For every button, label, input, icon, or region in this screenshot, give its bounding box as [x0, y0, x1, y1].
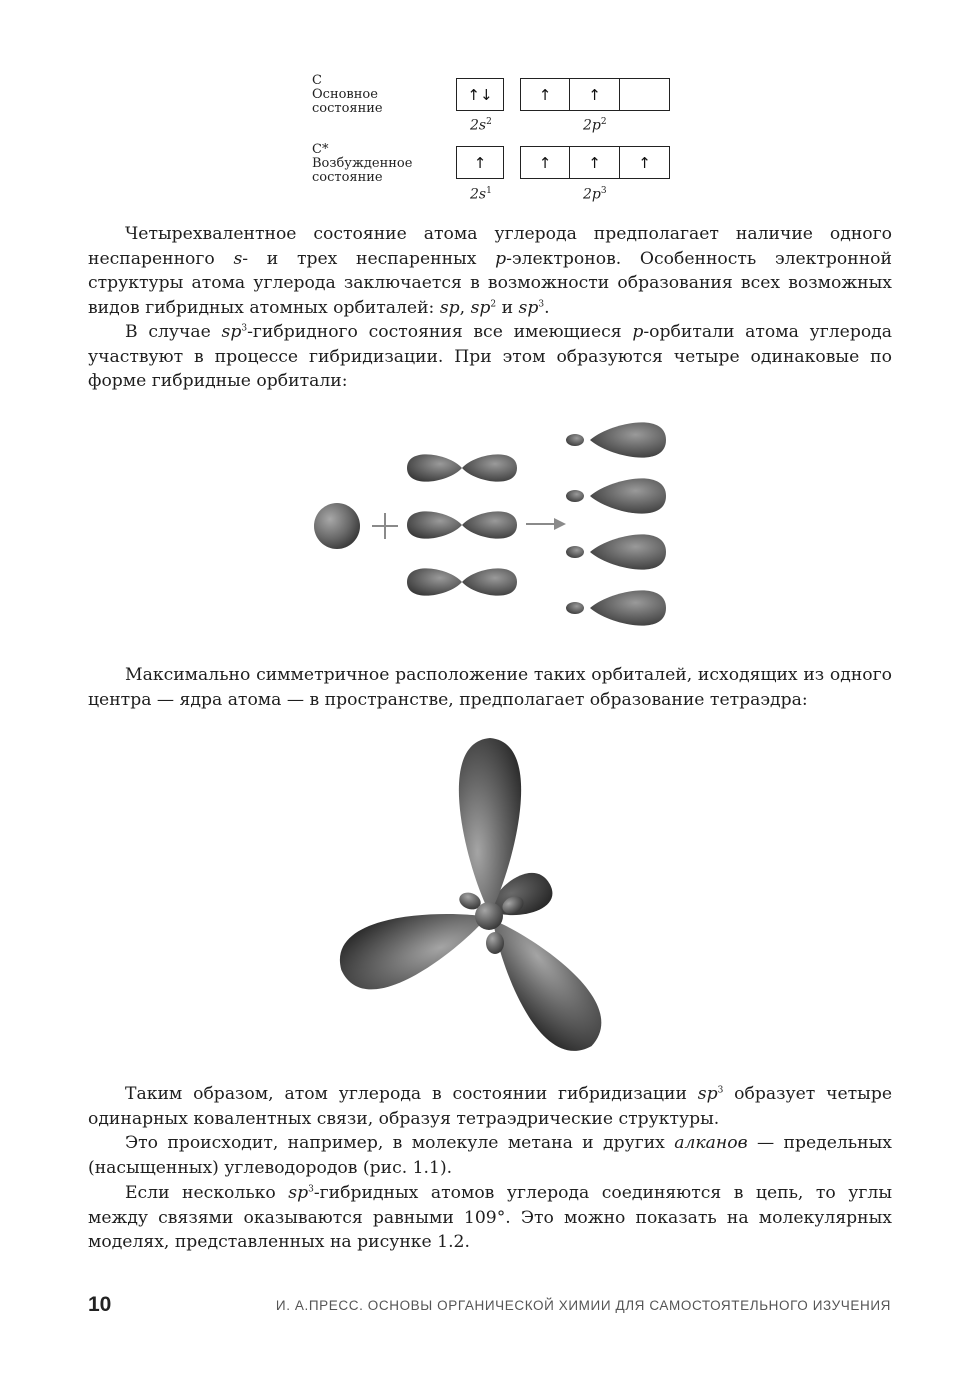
p2-sup: 3	[241, 323, 248, 334]
paragraph-sp3-state	[88, 320, 892, 394]
p4-text: образует четыре одинарных ковалентных связи, образуя тетраэдрические структуры.	[88, 1084, 892, 1129]
excited-2p-label	[583, 186, 607, 203]
paragraph-methane	[88, 1131, 892, 1180]
p6-text: Если несколько	[125, 1183, 289, 1203]
p2-text: -орбитали атома углерода участвуют в процессе гибридизации. При этом образуются четыре одинаковые по форме гибридные орбитали:	[88, 322, 892, 391]
excited-2p-text: 2p	[583, 186, 601, 203]
p3-text: Максимально симметричное расположение таких орбиталей, исходящих из одного центра — ядра атома — в пространстве, предполагает образование тетраэдра:	[88, 665, 892, 710]
p4-sp: sp	[697, 1084, 718, 1104]
tetrahedral-orbitals-figure	[325, 735, 645, 1060]
ground-2p-cell: ↑	[520, 78, 570, 111]
sp3-hybrid-orbital	[566, 590, 666, 625]
p5-alkanes: алканов	[674, 1133, 748, 1153]
p1-sup: 2	[490, 298, 497, 309]
p6-text: -гибридных атомов углерода соединяются в цепь, то углы между связями оказываются равными 109°. Это можно показать на молекулярных моделях, представленных на рисунке 1.2.	[88, 1183, 892, 1252]
hybridization-diagram	[300, 410, 680, 640]
arrow-right-icon	[526, 518, 566, 530]
sp3-hybrid-orbital	[566, 422, 666, 457]
excited-2p-cell: ↑	[520, 146, 570, 179]
ground-symbol: C	[312, 73, 322, 88]
ground-state-label	[312, 74, 383, 116]
p5-text: Это происходит, например, в молекуле метана и других	[125, 1133, 675, 1153]
excited-line1: Возбужденное	[312, 156, 413, 171]
paragraph-tetravalent	[88, 222, 892, 320]
p6-sp: sp	[288, 1183, 309, 1203]
excited-2s-sup: 1	[486, 186, 492, 196]
p5-text: — предельных (насыщенных) углеводородов (рис. 1.1).	[88, 1133, 892, 1178]
ground-line1: Основное	[312, 87, 378, 102]
excited-2p-cells	[520, 146, 670, 181]
p1-text: -электронов. Особенность электронной структуры атома углерода заключается в возможности образования всех возможных видов гибридных атомных орбиталей:	[88, 248, 892, 318]
p1-text: ,	[459, 297, 471, 318]
ground-2p-sup: 2	[600, 117, 607, 127]
p2-p: p	[632, 322, 644, 342]
excited-line2: состояние	[312, 170, 383, 185]
excited-2p-cell: ↑	[570, 146, 620, 179]
ground-2p-cells	[520, 78, 670, 113]
p1-text: .	[544, 297, 550, 318]
p1-text: Четырехвалентное состояние атома углерода предполагает наличие одного неспаренного	[88, 224, 892, 269]
ground-2p-label	[583, 117, 607, 134]
p1-sp2: sp	[470, 297, 491, 318]
ground-2p-text: 2p	[583, 117, 601, 134]
ground-2s-sup: 2	[486, 117, 492, 127]
excited-2s-cells	[456, 146, 504, 181]
excited-symbol: C*	[312, 142, 329, 157]
excited-2s-text: 2s	[470, 186, 487, 203]
ground-2s-cell: ↑↓	[456, 78, 504, 111]
p2-text: -гибридного состояния все имеющиеся	[247, 322, 633, 342]
excited-2p-sup: 3	[600, 186, 607, 196]
excited-2s-cell: ↑	[456, 146, 504, 179]
excited-state-label	[312, 143, 412, 185]
p1-sp: sp	[439, 297, 460, 318]
p1-text: и	[496, 297, 519, 318]
paragraph-conclusion	[88, 1082, 892, 1131]
p-orbital	[407, 511, 517, 538]
running-footer-title: И. А.ПРЕСС. ОСНОВЫ ОРГАНИЧЕСКОЙ ХИМИИ ДЛЯ САМОСТОЯТЕЛЬНОГО ИЗУЧЕНИЯ	[275, 1298, 891, 1313]
paragraph-chain	[88, 1181, 892, 1255]
sp3-hybrid-orbital	[566, 478, 666, 513]
p-orbital	[407, 454, 517, 481]
p1-s: s	[233, 248, 243, 269]
ground-2p-cell: ↑	[570, 78, 620, 111]
ground-line2: состояние	[312, 101, 383, 116]
p2-sp: sp	[221, 322, 242, 342]
p1-p: p	[495, 248, 507, 269]
excited-2p-cell: ↑	[620, 146, 670, 179]
ground-2s-text: 2s	[470, 117, 487, 134]
ground-2s-cells	[456, 78, 504, 113]
p4-sup: 3	[717, 1085, 724, 1096]
p2-text: В случае	[125, 322, 222, 342]
p-orbital	[407, 568, 517, 595]
sp3-hybrid-orbital	[566, 534, 666, 569]
ground-2s-label	[470, 117, 492, 134]
page-number: 10	[88, 1293, 112, 1316]
p6-sup: 3	[308, 1184, 314, 1195]
p1-text: - и трех неспаренных	[242, 248, 496, 269]
p4-text: Таким образом, атом углерода в состоянии гибридизации	[125, 1084, 698, 1104]
ground-2p-cell	[620, 78, 670, 111]
paragraph-tetrahedron	[88, 663, 892, 712]
p1-sup: 3	[538, 298, 545, 309]
p1-sp3: sp	[518, 297, 539, 318]
s-orbital	[314, 503, 360, 549]
nucleus	[475, 902, 503, 930]
plus-icon	[372, 513, 398, 539]
excited-2s-label	[470, 186, 492, 203]
